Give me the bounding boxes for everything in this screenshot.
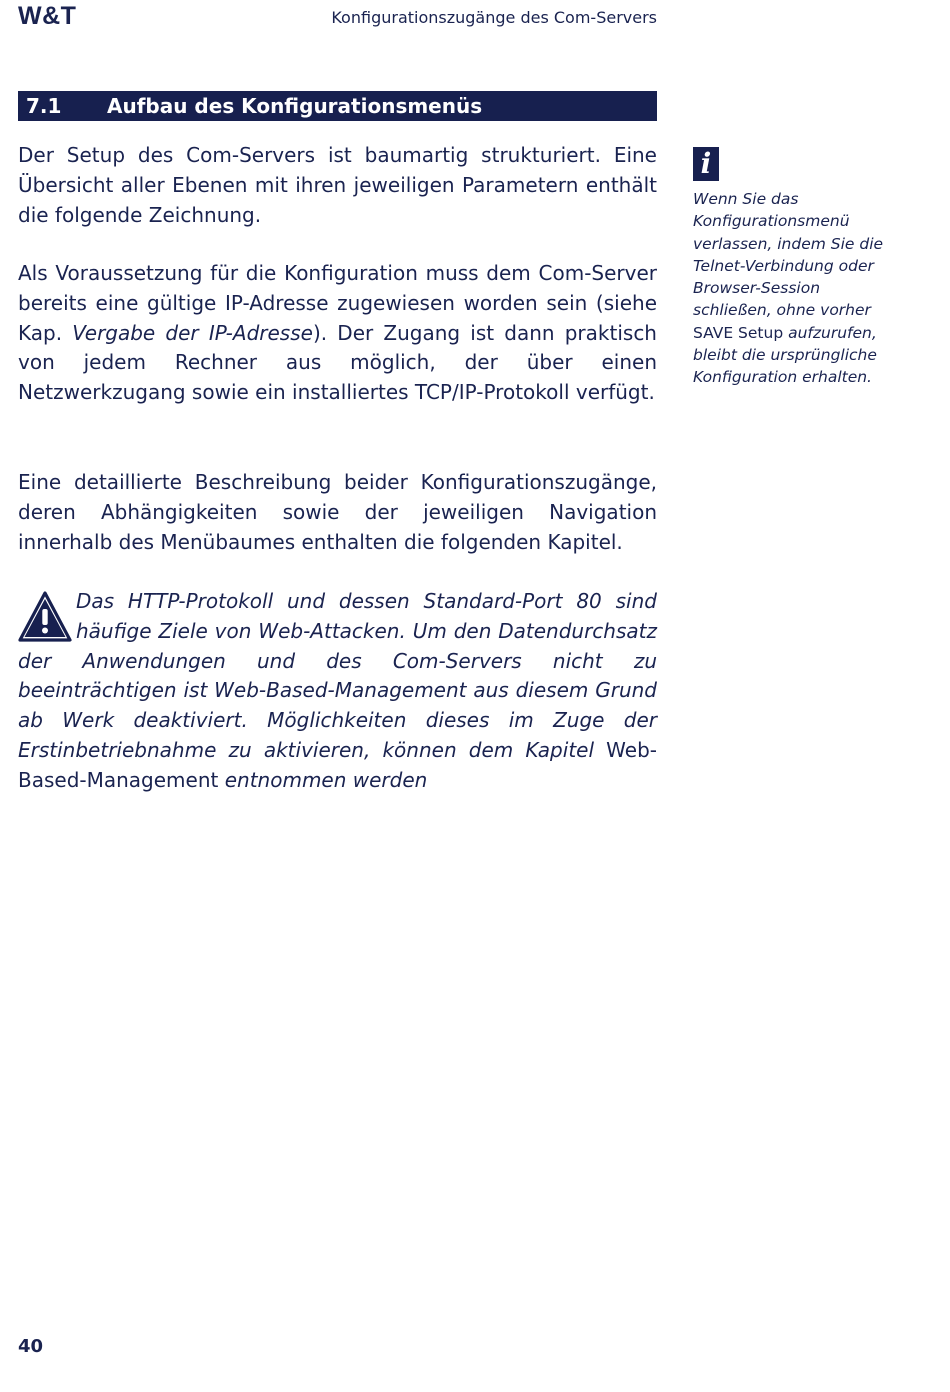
section-heading — [18, 91, 657, 121]
paragraph-description — [18, 468, 657, 557]
text-run: Wenn Sie das Konfigurationsmenü verlassen, indem Sie die Telnet-Verbindung oder Browser-Session schließen, ohne vorher — [693, 190, 884, 320]
side-note — [693, 147, 898, 389]
side-note-text — [693, 188, 898, 389]
paragraph-text — [18, 259, 657, 408]
paragraph-prerequisite — [18, 259, 657, 408]
running-header: Konfigurationszugänge des Com-Servers — [331, 8, 657, 27]
chapter-reference: Vergabe der IP-Adresse — [72, 320, 313, 345]
warning-icon — [18, 590, 72, 644]
command-name: SAVE Setup — [693, 323, 784, 342]
brand-logo: W&T — [18, 2, 77, 30]
text-run: aufzurufen, bleibt die ursprüngliche Konfiguration erhalten. — [693, 323, 877, 387]
info-icon: i — [693, 147, 719, 181]
text-run: Das HTTP-Protokoll und dessen Standard-Port 80 sind häufige Ziele von Web-Attacken. Um den Datendurchsatz der Anwendungen und des Com-Servers nicht zu beeinträchtigen ist Web-Based-Management aus diesem Grund ab Werk deaktiviert. Möglichkeiten dieses im Zuge der Erstinbetriebnahme zu aktivieren, können dem Kapitel — [18, 589, 657, 762]
paragraph-intro — [18, 141, 657, 230]
text-run: Als Voraussetzung für die Konfiguration muss dem Com-Server bereits eine gültige IP-Adresse zugewiesen worden sein (siehe Kap. — [18, 261, 657, 345]
text-run: entnommen werden — [218, 767, 428, 792]
warning-text — [18, 587, 657, 796]
warning-note — [18, 587, 657, 796]
text-run: ). Der Zugang ist dann praktisch von jedem Rechner aus möglich, der über einen Netzwerkzugang sowie ein installiertes TCP/IP-Protokoll verfügt. — [18, 320, 657, 405]
paragraph-text: Der Setup des Com-Servers ist baumartig strukturiert. Eine Übersicht aller Ebenen mit ihren jeweiligen Parametern enthält die folgende Zeichnung. — [18, 143, 657, 227]
page-number: 40 — [18, 1336, 44, 1357]
section-title: Aufbau des Konfigurationsmenüs — [107, 94, 483, 118]
chapter-reference: Web-Based-Management — [18, 737, 657, 792]
section-number: 7.1 — [26, 94, 62, 118]
paragraph-text: Eine detaillierte Beschreibung beider Konfigurationszugänge, deren Abhängigkeiten sowie der jeweiligen Navigation innerhalb des Menübaumes enthalten die folgenden Kapitel. — [18, 470, 657, 554]
